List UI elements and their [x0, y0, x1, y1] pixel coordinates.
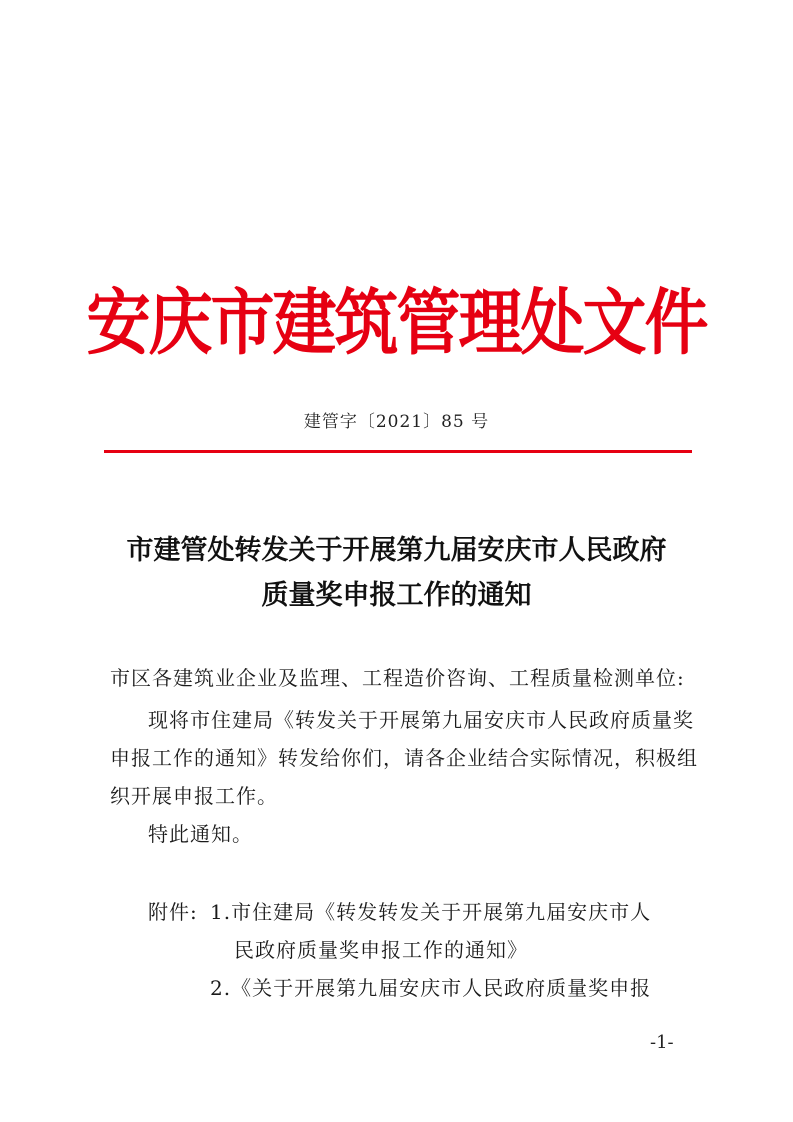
- closing-line: 特此通知。: [148, 822, 253, 846]
- document-title-line-1: 市建管处转发关于开展第九届安庆市人民政府: [126, 535, 667, 566]
- body-paragraph-line-2: 申报工作的通知》转发给你们，请各企业结合实际情况，积极组: [110, 746, 698, 770]
- page-number: -1-: [650, 1032, 674, 1053]
- red-separator-line: [104, 450, 692, 453]
- attachment-item-1-line-2: 民政府质量奖申报工作的通知》: [234, 938, 528, 962]
- document-title-line-2: 质量奖申报工作的通知: [261, 580, 532, 611]
- issuing-organization-header: 安庆市建筑管理处文件: [86, 281, 707, 366]
- document-number: 建管字〔2021〕85 号: [303, 412, 490, 432]
- attachment-label: 附件:: [148, 900, 198, 924]
- attachment-item-1-line-1: 1.市住建局《转发转发关于开展第九届安庆市人: [210, 900, 652, 924]
- addressee-line: 市区各建筑业企业及监理、工程造价咨询、工程质量检测单位:: [110, 666, 685, 690]
- attachment-item-2-line-1: 2.《关于开展第九届安庆市人民政府质量奖申报: [210, 976, 652, 1000]
- body-paragraph-line-1: 现将市住建局《转发关于开展第九届安庆市人民政府质量奖: [148, 708, 694, 732]
- body-paragraph-line-3: 织开展申报工作。: [110, 784, 278, 808]
